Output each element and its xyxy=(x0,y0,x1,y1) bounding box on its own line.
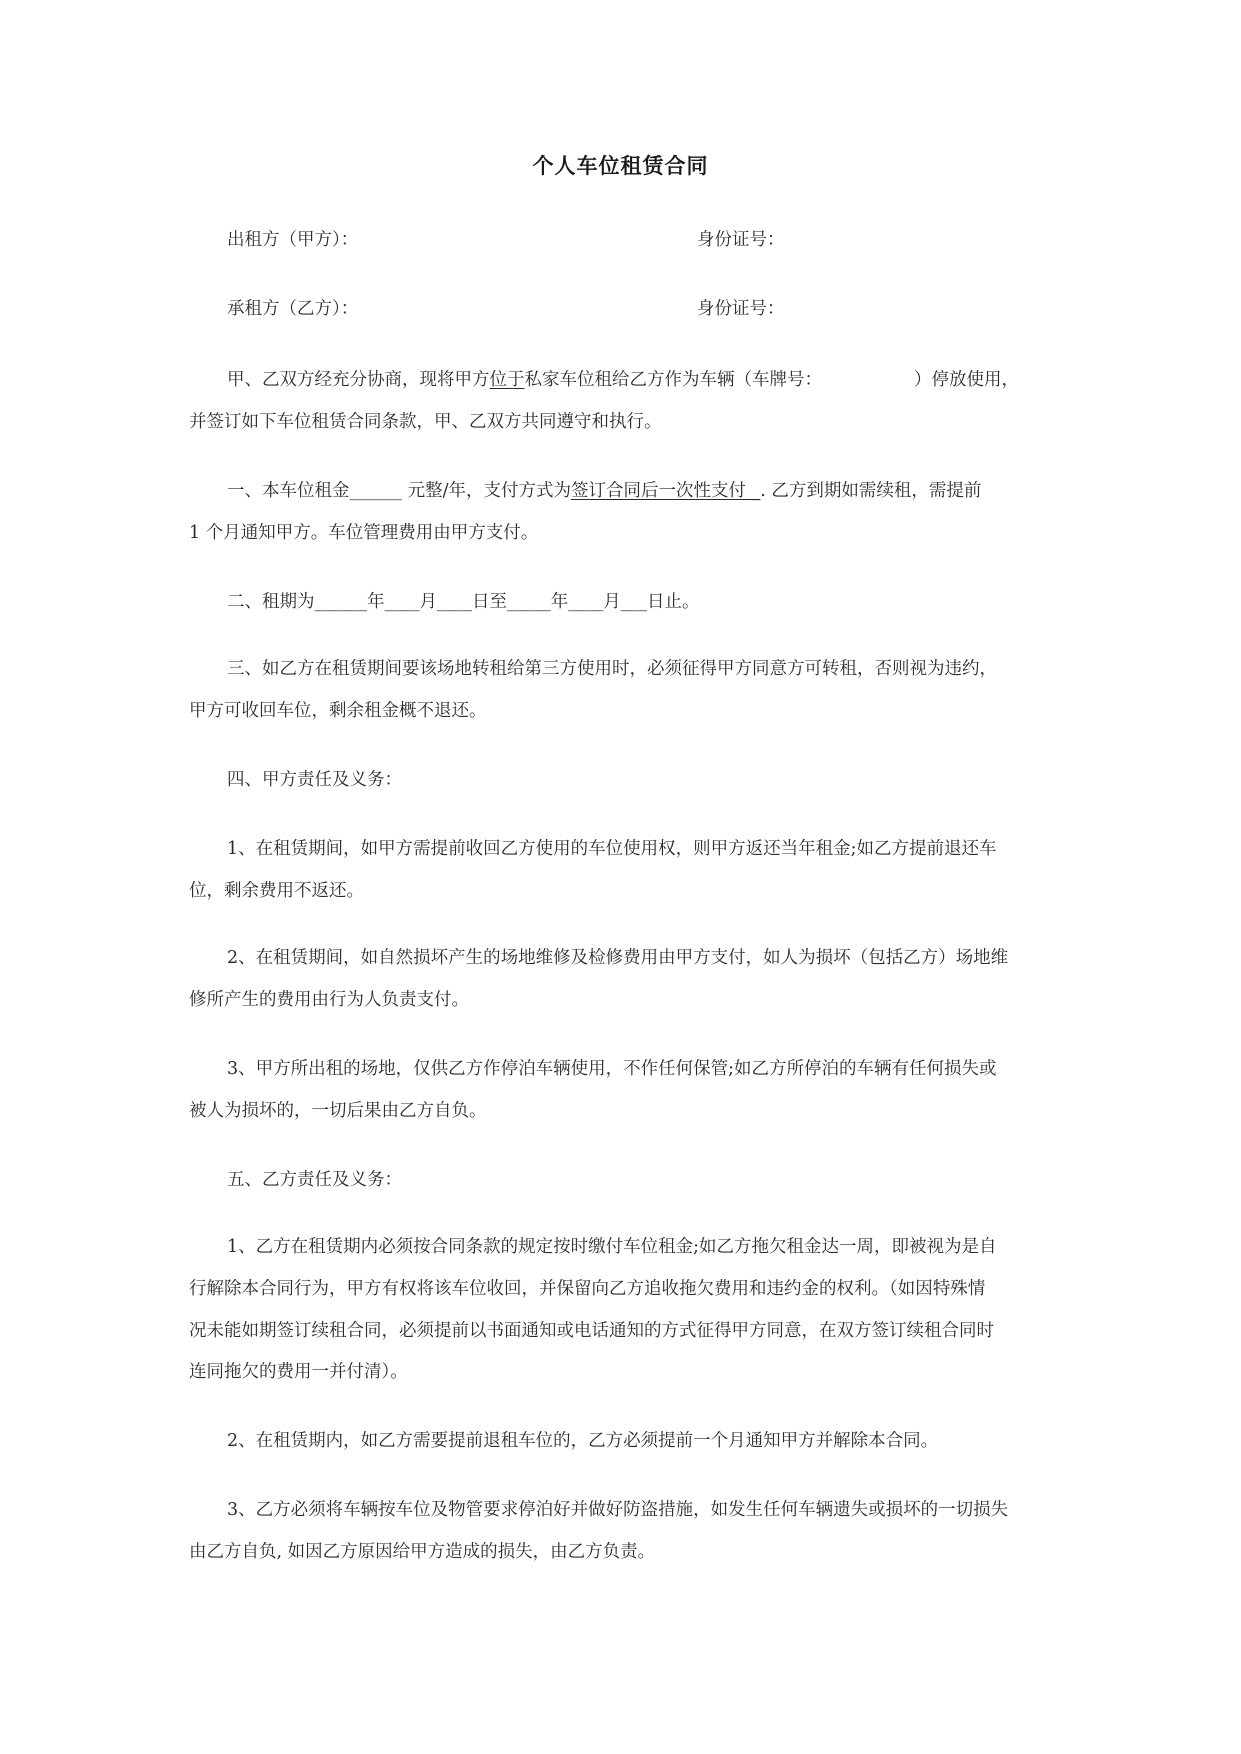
day-to-label: 日至 xyxy=(472,592,507,612)
clause-4-heading: 四、甲方责任及义务： xyxy=(227,770,402,790)
clause-1-text-b: 元整/年，支付方式为 xyxy=(402,481,571,501)
lease-term-label: 二、租期为 xyxy=(227,592,315,612)
lessee-label: 承租方（乙方）： xyxy=(227,299,359,319)
document-title: 个人车位租赁合同 xyxy=(532,153,709,178)
start-year-blank: ______ xyxy=(314,592,367,612)
lessor-id-label: 身份证号： xyxy=(697,230,785,250)
clause-3-line-2: 甲方可收回车位，剩余租金概不退还。 xyxy=(189,701,487,721)
clause-5-item-3-line-1: 3、乙方必须将车辆按车位及物管要求停泊好并做好防盗措施，如发生任何车辆遗失或损坏的一切损失 xyxy=(227,1500,1009,1520)
clause-4-item-2-line-1: 2、在租赁期间，如自然损坏产生的场地维修及检修费用由甲方支付，如人为损坏（包括乙方）场地维 xyxy=(227,948,1009,968)
start-month-blank: ____ xyxy=(384,592,420,612)
rent-amount-blank: ______ xyxy=(349,481,402,501)
clause-1-line-1 xyxy=(227,478,981,504)
clause-4-item-3-line-2: 被人为损坏的，一切后果由乙方自负。 xyxy=(189,1101,487,1121)
clause-5-item-3-line-2: 由乙方自负, 如因乙方原因给甲方造成的损失，由乙方负责。 xyxy=(189,1542,656,1562)
intro-line-1 xyxy=(227,367,1019,393)
end-year-label: 年 xyxy=(550,592,569,612)
clause-5-item-1-line-3: 况未能如期签订续租合同，必须提前以书面通知或电话通知的方式征得甲方同意，在双方签订续租合同时 xyxy=(189,1321,994,1341)
clause-5-item-2-line-1: 2、在租赁期内，如乙方需要提前退租车位的，乙方必须提前一个月通知甲方并解除本合同。 xyxy=(227,1431,939,1451)
intro-line-2: 并签订如下车位租赁合同条款，甲、乙双方共同遵守和执行。 xyxy=(189,412,662,432)
month-label: 月 xyxy=(419,592,437,612)
lessee-id-label: 身份证号： xyxy=(697,299,785,319)
end-day-label: 日止。 xyxy=(647,592,700,612)
intro-text-a: 甲、乙双方经充分协商，现将甲方 xyxy=(227,370,490,390)
clause-4-item-1-line-1: 1、在租赁期间，如甲方需提前收回乙方使用的车位使用权，则甲方返还当年租金;如乙方提前退还车 xyxy=(227,839,997,859)
year-label: 年 xyxy=(367,592,385,612)
lessor-label: 出租方（甲方）： xyxy=(227,230,359,250)
end-day-blank: ___ xyxy=(620,592,647,612)
clause-2-line xyxy=(227,589,700,615)
clause-3-line-1: 三、如乙方在租赁期间要该场地转租给第三方使用时，必须征得甲方同意方可转租，否则视为违约， xyxy=(227,659,997,679)
clause-4-item-2-line-2: 修所产生的费用由行为人负责支付。 xyxy=(189,990,469,1010)
clause-1-line-2: 1 个月通知甲方。车位管理费用由甲方支付。 xyxy=(189,523,539,543)
end-year-blank: _____ xyxy=(507,592,551,612)
intro-text-d: ）停放使用， xyxy=(914,370,1019,390)
clause-5-item-1-line-2: 行解除本合同行为，甲方有权将该车位收回，并保留向乙方追收拖欠费用和违约金的权利。（如因特殊情 xyxy=(189,1279,986,1299)
clause-5-item-1-line-1: 1、乙方在租赁期内必须按合同条款的规定按时缴付车位租金;如乙方拖欠租金达一周，即被视为是自 xyxy=(227,1237,997,1257)
clause-4-item-3-line-1: 3、甲方所出租的场地，仅供乙方作停泊车辆使用，不作任何保管;如乙方所停泊的车辆有任何损失或 xyxy=(227,1059,997,1079)
clause-5-item-1-line-4: 连同拖欠的费用一并付清）。 xyxy=(189,1362,408,1382)
clause-4-item-1-line-2: 位，剩余费用不返还。 xyxy=(189,881,364,901)
clause-5-heading: 五、乙方责任及义务： xyxy=(227,1170,402,1190)
clause-1-text-a: 一、本车位租金 xyxy=(227,481,350,501)
end-month-label: 月 xyxy=(603,592,621,612)
payment-method-underlined: 签订合同后一次性支付 _ xyxy=(570,481,761,501)
intro-text-c: 私家车位租给乙方作为车辆（车牌号： xyxy=(524,370,822,390)
end-month-blank: ____ xyxy=(568,592,604,612)
start-day-blank: ____ xyxy=(437,592,472,612)
clause-1-text-d: . 乙方到期如需续租，需提前 xyxy=(760,481,982,501)
intro-location-underlined: 位于 xyxy=(489,370,525,390)
